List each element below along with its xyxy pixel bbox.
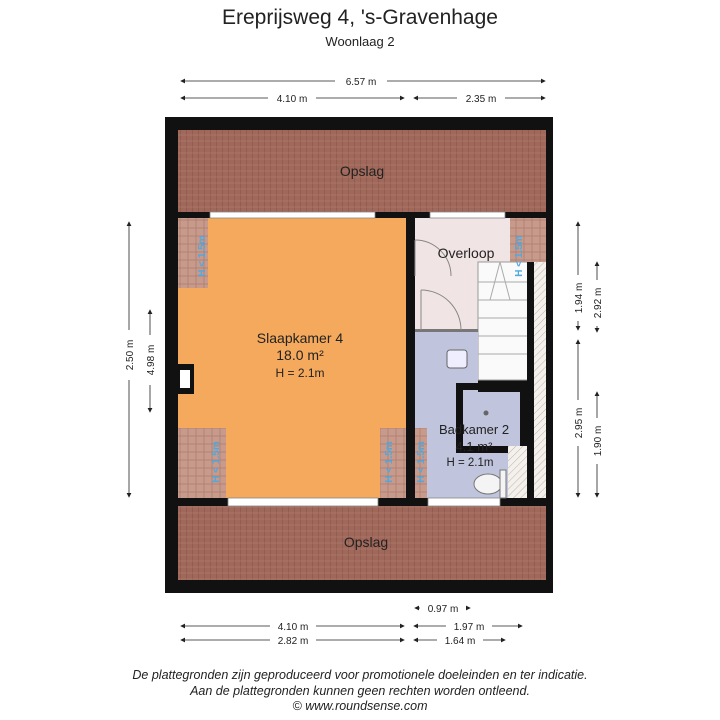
low-ceiling-label: H < 1.5m	[416, 441, 427, 483]
dim-bottom-small: 0.97 m	[427, 604, 459, 615]
shower-drain	[484, 411, 489, 416]
bathroom-height: H = 2.1m	[446, 457, 494, 469]
dim-top-total: 6.57 m	[345, 77, 377, 88]
window	[428, 498, 500, 506]
dim-right-d: 1.90 m	[593, 425, 604, 457]
stair-void	[534, 262, 546, 498]
dim-top-left: 4.10 m	[276, 94, 308, 105]
toilet	[474, 474, 502, 494]
dim-left-inner: 2.50 m	[125, 339, 136, 371]
copyright-link[interactable]: © www.roundsense.com	[292, 699, 428, 713]
bedroom-name: Slaapkamer 4	[256, 330, 344, 346]
stairs	[478, 262, 528, 380]
dim-bottom-right: 1.97 m	[453, 622, 485, 633]
bedroom-area: 18.0 m²	[276, 347, 324, 363]
low-ceiling-label: H < 1.5m	[384, 441, 395, 483]
sink	[447, 350, 467, 368]
chimney-inner	[180, 370, 190, 388]
interior-wall	[415, 329, 478, 332]
toilet-tank	[500, 470, 506, 498]
bedroom-height: H = 2.1m	[275, 366, 325, 380]
bathroom-name: Badkamer 2	[438, 422, 510, 437]
stair-wall	[527, 262, 534, 502]
shower-wall	[456, 383, 528, 390]
low-ceiling-label: H < 1.5m	[211, 441, 222, 483]
dim-left-outer: 4.98 m	[146, 344, 157, 376]
storage-top-label: Opslag	[339, 163, 385, 179]
low-ceiling-label: H < 1.5m	[514, 235, 525, 277]
dim-right-a: 1.94 m	[574, 282, 585, 314]
dim-bottom-left: 4.10 m	[277, 622, 309, 633]
window	[210, 212, 375, 218]
dim-right-b: 2.92 m	[593, 287, 604, 319]
storage-bottom-label: Opslag	[343, 534, 389, 550]
low-ceiling-label: H < 1.5m	[197, 235, 208, 277]
disclaimer-line-1: De plattegronden zijn geproduceerd voor promotionele doeleinden en ter indicatie.	[132, 668, 588, 682]
page-subtitle: Woonlaag 2	[325, 34, 395, 49]
dim-bottom2-right: 1.64 m	[444, 636, 476, 647]
disclaimer-line-2: Aan de plattegronden kunnen geen rechten worden ontleend.	[190, 684, 530, 698]
window	[430, 212, 505, 218]
dim-bottom2-left: 2.82 m	[277, 636, 309, 647]
hatched-area	[508, 446, 527, 498]
bathroom-area: 4.1 m²	[455, 439, 493, 454]
page-title: Ereprijsweg 4, 's-Gravenhage	[222, 6, 498, 29]
landing-label: Overloop	[437, 245, 495, 261]
interior-wall	[406, 212, 415, 506]
dim-right-c: 2.95 m	[574, 407, 585, 439]
window	[228, 498, 378, 506]
dim-top-right: 2.35 m	[465, 94, 497, 105]
